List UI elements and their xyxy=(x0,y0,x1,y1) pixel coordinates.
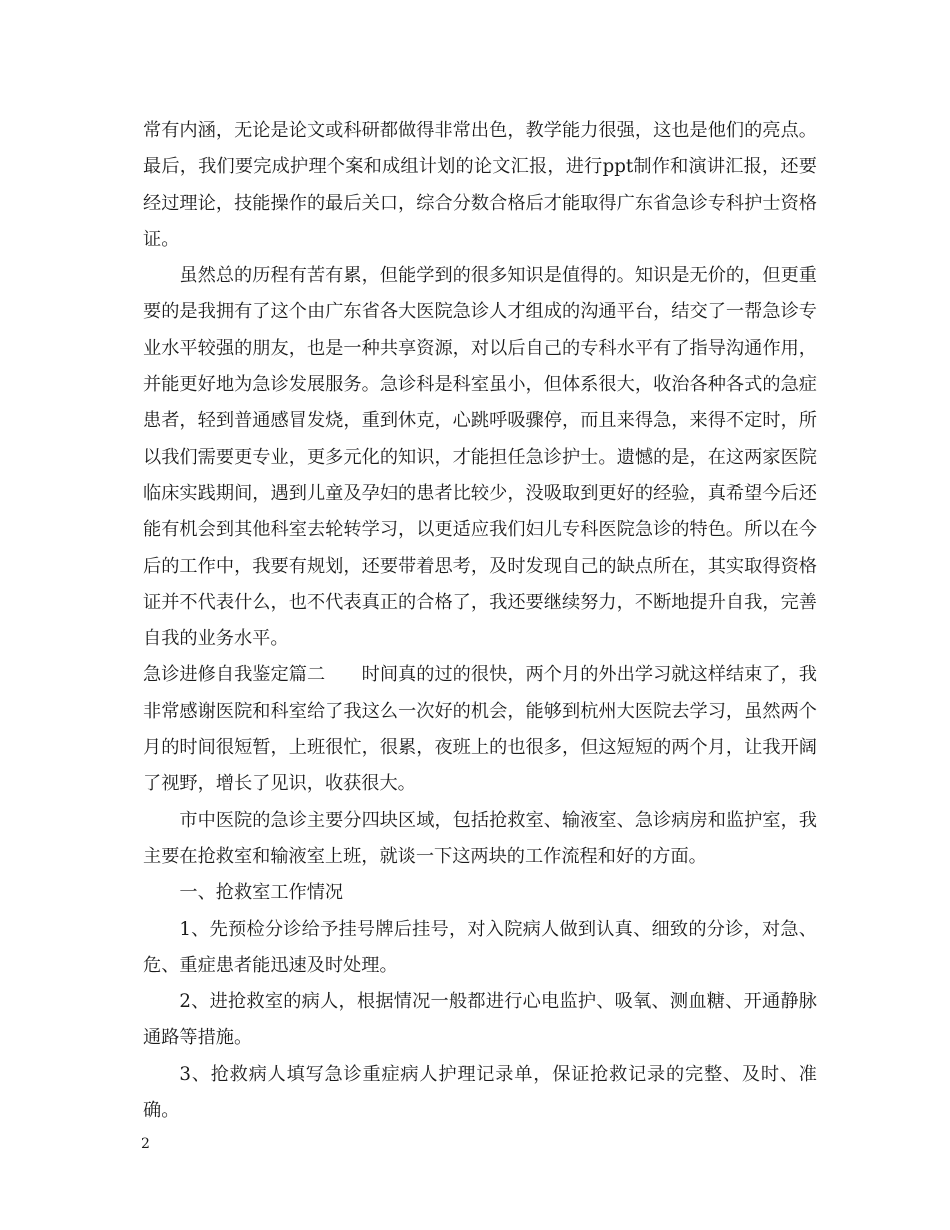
document-body xyxy=(143,113,817,1129)
list-item-1: 1、先预检分诊给予挂号牌后挂号，对入院病人做到认真、细致的分诊，对急、危、重症患者能迅速及时处理。 xyxy=(143,918,817,976)
list-item-3: 3、抢救病人填写急诊重症病人护理记录单，保证抢救记录的完整、及时、准确。 xyxy=(143,1063,817,1122)
section-title-rescue-room: 一、抢救室工作情况 xyxy=(179,882,344,904)
paragraph-4: 市中医院的急诊主要分四块区域，包括抢救室、输液室、急诊病房和监护室，我主要在抢救室和输液室上班，就谈一下这两块的工作流程和好的方面。 xyxy=(143,809,817,867)
paragraph-1: 常有内涵，无论是论文或科研都做得非常出色，教学能力很强，这也是他们的亮点。最后，我们要完成护理个案和成组计划的论文汇报，进行ppt制作和演讲汇报，还要经过理论，技能操作的最后关口，综合分数合格后才能取得广东省急诊专科护士资格证。 xyxy=(143,120,817,250)
paragraph-3-section-heading: 急诊进修自我鉴定篇二 时间真的过的很快，两个月的外出学习就这样结束了，我非常感谢医院和科室给了我这么一次好的机会，能够到杭州大医院去学习，虽然两个月的时间很短暂，上班很忙，很累，夜班上的也很多，但这短短的两个月，让我开阔了视野，增长了见识，收获很大。 xyxy=(143,664,817,795)
paragraph-2: 虽然总的历程有苦有累，但能学到的很多知识是值得的。知识是无价的，但更重要的是我拥有了这个由广东省各大医院急诊人才组成的沟通平台，结交了一帮急诊专业水平较强的朋友，也是一种共享资源，对以后自己的专科水平有了指导沟通作用，并能更好地为急诊发展服务。急诊科是科室虽小，但体系很大，收治各种各式的急症患者，轻到普通感冒发烧，重到休克，心跳呼吸骤停，而且来得急，来得不定时，所以我们需要更专业，更多元化的知识，才能担任急诊护士。遗憾的是，在这两家医院临床实践期间，遇到儿童及孕妇的患者比较少，没吸取到更好的经验，真希望今后还能有机会到其他科室去轮转学习，以更适应我们妇儿专科医院急诊的特色。所以在今后的工作中，我要有规划，还要带着思考，及时发现自己的缺点所在，其实取得资格证并不代表什么，也不代表真正的合格了，我还要继续努力，不断地提升自我，完善自我的业务水平。 xyxy=(143,265,817,650)
list-item-2: 2、进抢救室的病人，根据情况一般都进行心电监护、吸氧、测血糖、开通静脉通路等措施。 xyxy=(143,991,817,1049)
page-number: 2 xyxy=(141,1136,150,1152)
